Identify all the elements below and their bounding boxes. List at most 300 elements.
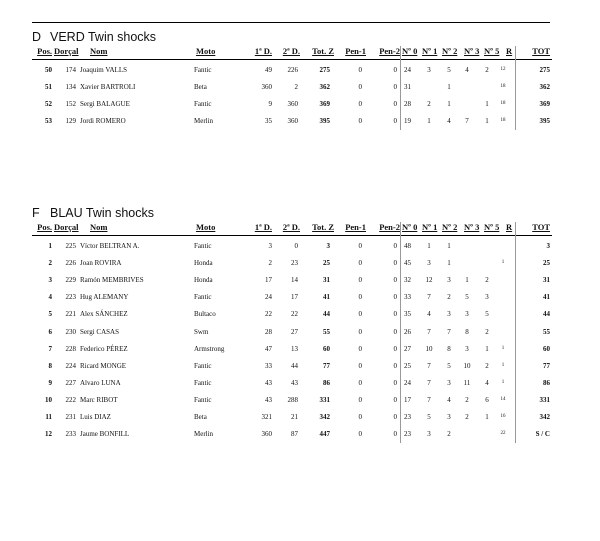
cell-d1: 321 [261,413,272,421]
top-rule [32,22,550,23]
cell-moto: Merlin [194,430,214,439]
cell-pos: 11 [45,413,52,421]
header-n5: Nº 5 [484,222,500,232]
cell-d2: 27 [291,327,298,336]
cell-totz: 25 [323,259,330,268]
cell-pen1: 0 [358,344,362,353]
cell-pos: 50 [45,66,52,74]
cell-n2: 4 [447,395,451,404]
cell-moto: Fantic [194,100,212,109]
header-pen2: Pen-2 [379,46,400,56]
cell-pen1: 0 [358,378,362,387]
cell-moto: Fantic [194,242,212,250]
cell-n2: 3 [447,378,451,387]
table-row [32,324,552,341]
cell-dorsal: 226 [65,259,76,268]
cell-d2: 43 [291,378,298,387]
table-row [32,392,552,409]
cell-r: 18 [500,101,506,107]
cell-d2: 360 [287,117,298,126]
cell-n0: 28 [404,100,411,109]
cell-n3: 2 [465,395,469,404]
cell-d1: 9 [268,100,272,109]
cell-pen2: 0 [393,66,397,74]
header-moto: Moto [196,46,216,56]
cell-pen2: 0 [393,378,397,387]
cell-n3: 4 [465,66,469,74]
cell-d2: 360 [287,100,298,109]
cell-pen2: 0 [393,327,397,336]
cell-n1: 1 [427,242,431,250]
header-totz: Tot. Z [312,46,334,56]
cell-tot: 77 [543,361,550,370]
cell-n2: 3 [447,276,451,285]
cell-d2: 14 [291,276,298,285]
cell-pen2: 0 [393,430,397,439]
header-pen1: Pen-1 [345,222,366,232]
cell-n2: 3 [447,310,451,319]
cell-n2: 8 [447,344,451,353]
cell-pen2: 0 [393,117,397,126]
cell-d2: 2 [294,83,298,92]
cell-n1: 4 [427,310,431,319]
cell-n3: 3 [465,310,469,319]
cell-moto: Fantic [194,395,212,404]
cell-pos: 9 [48,378,52,387]
cell-r: 1 [501,362,505,368]
cell-n5: 2 [485,66,489,74]
cell-pos: 7 [48,344,52,353]
table-row [32,306,552,323]
cell-pos: 10 [45,395,52,404]
cell-totz: 31 [323,276,330,285]
header-pen1: Pen-1 [345,46,366,56]
cell-moto: Bultaco [194,310,216,319]
cell-n1: 1 [427,117,431,126]
header-d1: 1ª D. [254,222,272,232]
cell-d2: 22 [291,310,298,319]
cell-tot: 41 [543,293,550,302]
cell-n3: 5 [465,293,469,302]
cell-totz: 44 [323,310,330,319]
cell-n0: 26 [404,327,411,336]
cell-moto: Beta [194,83,207,92]
cell-nom: Sergi BALAGUE [80,100,130,109]
cell-pos: 8 [48,361,52,370]
cell-tot: 331 [539,395,550,404]
header-n2: Nº 2 [442,222,458,232]
cell-moto: Fantic [194,361,212,370]
cell-n2: 1 [447,100,451,109]
cell-n5: 4 [485,378,489,387]
table-header [32,222,552,236]
cell-moto: Swm [194,327,209,336]
table-row [32,113,552,130]
cell-moto: Honda [194,276,213,285]
cell-pen2: 0 [393,83,397,92]
cell-n3: 8 [465,327,469,336]
header-d1: 1ª D. [254,46,272,56]
cell-n1: 2 [427,100,431,109]
cell-totz: 331 [319,395,330,404]
cell-pos: 12 [45,430,52,439]
cell-tot: 275 [539,66,550,74]
cell-pos: 5 [48,310,52,319]
cell-tot: 362 [539,83,550,92]
cell-n5: 3 [485,293,489,302]
cell-totz: 369 [319,100,330,109]
cell-totz: 77 [323,361,330,370]
cell-nom: Joaquim VALLS [80,66,127,74]
cell-pen2: 0 [393,242,397,250]
cell-nom: Alex SÁNCHEZ [80,310,128,319]
cell-nom: Víctor BELTRAN A. [80,242,140,250]
cell-moto: Beta [194,413,207,421]
cell-dorsal: 222 [65,395,76,404]
cell-n1: 7 [427,395,431,404]
cell-tot: 31 [543,276,550,285]
header-pos: Pos. [37,222,52,232]
cell-tot: S / C [535,430,550,439]
cell-moto: Fantic [194,66,212,74]
cell-r: 1 [501,379,505,385]
cell-n1: 3 [427,430,431,439]
cell-totz: 275 [319,66,330,74]
table-row [32,358,552,375]
table-row [32,375,552,392]
cell-n2: 2 [447,293,451,302]
cell-pen1: 0 [358,100,362,109]
cell-pos: 6 [48,327,52,336]
cell-d1: 33 [265,361,272,370]
header-pos: Pos. [37,46,52,56]
section-letter: F [32,206,40,220]
cell-n5: 1 [485,117,489,126]
cell-pen2: 0 [393,361,397,370]
cell-nom: Luis DIAZ [80,413,111,421]
cell-r: 22 [500,431,506,437]
cell-pen2: 0 [393,100,397,109]
cell-r: 1 [501,345,505,351]
header-n3: Nº 3 [464,46,480,56]
cell-n0: 19 [404,117,411,126]
section-letter: D [32,30,42,44]
cell-totz: 60 [323,344,330,353]
cell-d2: 21 [291,413,298,421]
cell-n0: 27 [404,344,411,353]
cell-n0: 48 [404,242,411,250]
cell-tot: 25 [543,259,550,268]
cell-dorsal: 227 [65,378,76,387]
cell-n5: 2 [485,327,489,336]
cell-d1: 22 [265,310,272,319]
cell-pen2: 0 [393,293,397,302]
cell-nom: Marc RIBOT [80,395,118,404]
cell-pen1: 0 [358,259,362,268]
header-n1: Nº 1 [422,222,438,232]
header-nom: Nom [90,46,108,56]
cell-d1: 24 [265,293,272,302]
cell-pen1: 0 [358,242,362,250]
cell-d1: 49 [265,66,272,74]
cell-d1: 47 [265,344,272,353]
cell-d1: 2 [268,259,272,268]
cell-pen1: 0 [358,66,362,74]
cell-dorsal: 221 [65,310,76,319]
cell-pos: 3 [48,276,52,285]
cell-pen2: 0 [393,259,397,268]
cell-n5: 1 [485,100,489,109]
cell-n1: 12 [425,276,433,285]
header-tot: TOT [532,222,550,232]
section-name: VERD Twin shocks [50,30,157,44]
cell-pen1: 0 [358,395,362,404]
cell-n2: 5 [447,361,451,370]
cell-n1: 7 [427,378,431,387]
table-row [32,341,552,358]
cell-nom: Hug ALEMANY [80,293,129,302]
cell-dorsal: 174 [65,66,76,74]
cell-n0: 24 [404,66,411,74]
cell-n0: 25 [404,361,411,370]
cell-n3: 2 [465,413,469,421]
cell-n0: 24 [404,378,411,387]
cell-totz: 362 [319,83,330,92]
header-d2: 2ª D. [282,46,300,56]
table-row [32,238,552,255]
cell-r: 1 [501,260,505,266]
cell-n1: 5 [427,413,431,421]
cell-pen2: 0 [393,344,397,353]
cell-nom: Jaume BONFILL [80,430,130,439]
cell-dorsal: 152 [65,100,76,109]
cell-tot: 342 [539,413,550,421]
cell-pen1: 0 [358,430,362,439]
cell-d2: 87 [291,430,298,439]
cell-pen2: 0 [393,395,397,404]
cell-n2: 7 [447,327,451,336]
cell-r: 18 [500,118,506,124]
header-d2: 2ª D. [282,222,300,232]
cell-moto: Honda [194,259,213,268]
table-row [32,79,552,96]
cell-n0: 17 [404,395,411,404]
cell-pos: 1 [48,242,52,250]
column-divider [515,222,516,443]
cell-nom: Sergi CASAS [80,327,119,336]
section-name: BLAU Twin shocks [50,206,154,220]
header-n0: Nº 0 [402,222,418,232]
section-title [32,30,156,44]
cell-pen2: 0 [393,413,397,421]
cell-dorsal: 231 [65,413,76,421]
cell-dorsal: 134 [65,83,76,92]
header-tot: TOT [532,46,550,56]
cell-n5: 1 [485,413,489,421]
column-divider [515,46,516,130]
cell-d1: 360 [261,430,272,439]
cell-pen1: 0 [358,83,362,92]
cell-dorsal: 228 [65,344,76,353]
header-n5: Nº 5 [484,46,500,56]
cell-pos: 51 [45,83,52,92]
header-pen2: Pen-2 [379,222,400,232]
cell-d1: 360 [261,83,272,92]
cell-n5: 6 [485,395,489,404]
cell-n1: 3 [427,259,431,268]
cell-pos: 4 [48,293,52,302]
cell-pen1: 0 [358,413,362,421]
cell-nom: Jordi ROMERO [80,117,126,126]
cell-dorsal: 233 [65,430,76,439]
cell-n1: 7 [427,293,431,302]
cell-n2: 3 [447,413,451,421]
cell-n5: 2 [485,361,489,370]
section-title [32,206,154,220]
cell-r: 16 [500,414,506,419]
cell-d2: 17 [291,293,298,302]
cell-moto: Fantic [194,293,212,302]
header-moto: Moto [196,222,216,232]
cell-nom: Ramón MEMBRIVES [80,276,144,285]
cell-totz: 342 [319,413,330,421]
cell-dorsal: 230 [65,327,76,336]
cell-r: 12 [500,67,506,72]
cell-n2: 1 [447,259,451,268]
header-dorsal: Dorçal [54,46,79,56]
cell-totz: 86 [323,378,330,387]
cell-n2: 5 [447,66,451,74]
cell-d1: 43 [265,378,272,387]
cell-tot: 44 [543,310,550,319]
cell-d2: 288 [287,395,298,404]
header-n0: Nº 0 [402,46,418,56]
cell-tot: 55 [543,327,550,336]
cell-n2: 1 [447,242,451,250]
cell-d2: 44 [291,361,298,370]
cell-n0: 23 [404,430,411,439]
header-r: R [506,46,513,56]
cell-totz: 55 [323,327,330,336]
table-row [32,289,552,306]
cell-r: 18 [500,84,506,90]
cell-d2: 13 [291,344,298,353]
header-totz: Tot. Z [312,222,334,232]
cell-n0: 33 [404,293,411,302]
cell-dorsal: 223 [65,293,76,302]
cell-pen1: 0 [358,117,362,126]
cell-pen2: 0 [393,276,397,285]
cell-n2: 2 [447,430,451,439]
cell-n1: 10 [425,344,433,353]
cell-tot: 395 [539,117,550,126]
cell-d2: 226 [287,66,298,74]
cell-d1: 3 [268,242,272,250]
cell-tot: 3 [546,242,550,250]
cell-n0: 32 [404,276,411,285]
cell-d1: 43 [265,395,272,404]
column-divider [400,46,401,130]
cell-nom: Xavier BARTROLI [80,83,136,92]
cell-n5: 2 [485,276,489,285]
cell-n3: 1 [465,276,469,285]
cell-n1: 3 [427,66,431,74]
cell-n0: 23 [404,413,411,421]
header-nom: Nom [90,222,108,232]
table-header [32,46,552,60]
cell-n3: 7 [465,117,469,126]
cell-n5: 1 [485,344,489,353]
cell-n0: 35 [404,310,411,319]
cell-pen1: 0 [358,310,362,319]
cell-nom: Joan ROVIRA [80,259,122,268]
cell-n1: 7 [427,361,431,370]
cell-pen1: 0 [358,361,362,370]
cell-n0: 45 [404,259,411,268]
header-n3: Nº 3 [464,222,480,232]
cell-d2: 0 [294,242,298,250]
header-n1: Nº 1 [422,46,438,56]
cell-pen1: 0 [358,327,362,336]
cell-pos: 53 [45,117,52,126]
cell-n2: 4 [447,117,451,126]
table-row [32,96,552,113]
cell-dorsal: 229 [65,276,76,285]
cell-d2: 23 [291,259,298,268]
cell-tot: 86 [543,378,550,387]
cell-n2: 1 [447,83,451,92]
header-dorsal: Dorçal [54,222,79,232]
cell-dorsal: 224 [65,361,76,370]
table-row [32,409,552,426]
cell-moto: Merlin [194,117,214,126]
cell-d1: 35 [265,117,272,126]
cell-nom: Ricard MONGE [80,361,127,370]
table-row [32,272,552,289]
cell-dorsal: 225 [65,242,76,250]
column-divider [400,222,401,443]
cell-dorsal: 129 [65,117,76,126]
header-n2: Nº 2 [442,46,458,56]
cell-nom: Alvaro LUNA [80,378,121,387]
cell-n1: 7 [427,327,431,336]
cell-n5: 5 [485,310,489,319]
cell-d1: 17 [265,276,272,285]
cell-totz: 3 [326,242,330,250]
cell-pos: 52 [45,100,52,109]
cell-n3: 3 [465,344,469,353]
cell-pos: 2 [48,259,52,268]
cell-totz: 395 [319,117,330,126]
cell-tot: 60 [543,344,550,353]
header-r: R [506,222,513,232]
cell-d1: 28 [265,327,272,336]
cell-n0: 31 [404,83,411,92]
cell-n3: 11 [463,378,471,387]
cell-pen2: 0 [393,310,397,319]
cell-moto: Armstrong [194,344,225,353]
cell-totz: 41 [323,293,330,302]
cell-nom: Federico PÉREZ [80,344,128,353]
cell-tot: 369 [539,100,550,109]
cell-r: 14 [500,396,506,402]
cell-pen1: 0 [358,276,362,285]
cell-moto: Fantic [194,378,212,387]
cell-n3: 10 [463,361,471,370]
cell-pen1: 0 [358,293,362,302]
table-row [32,62,552,79]
table-row [32,426,552,443]
